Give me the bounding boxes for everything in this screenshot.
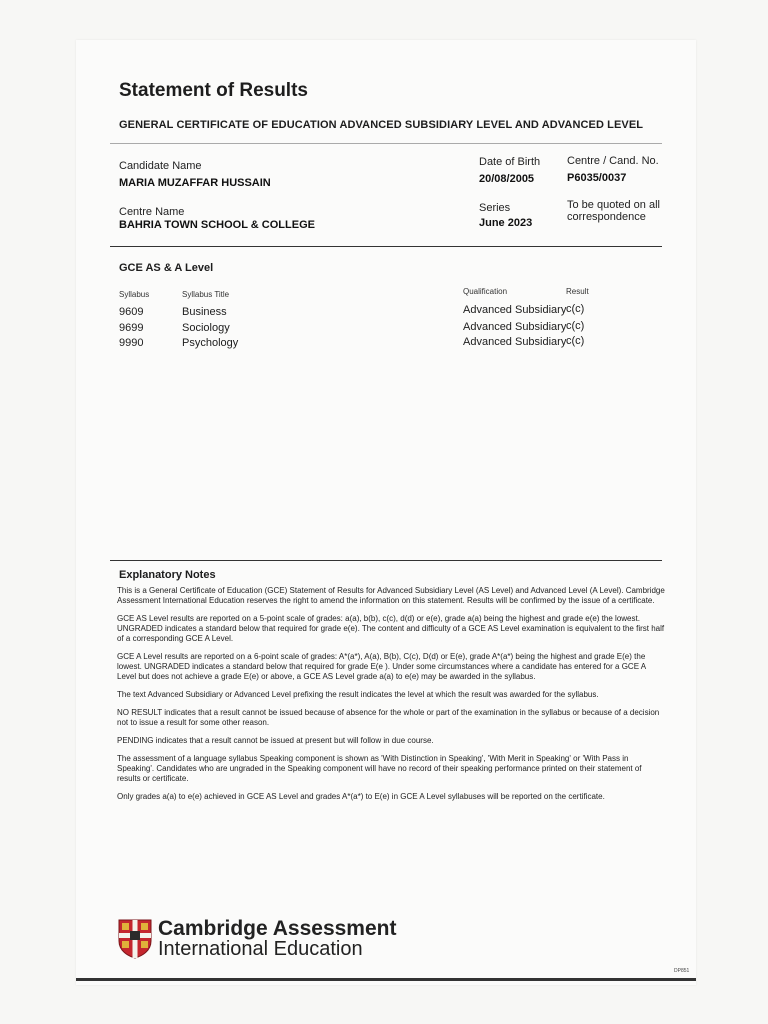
logo-line-1: Cambridge Assessment <box>158 917 397 940</box>
series-label: Series <box>479 202 511 214</box>
result-grade: c(c) <box>566 319 585 332</box>
centre-cand-value: P6035/0037 <box>567 172 627 184</box>
dob-label: Date of Birth <box>479 156 541 168</box>
table-row <box>119 319 639 338</box>
results-table <box>119 303 639 353</box>
result-grade: c(c) <box>566 303 585 315</box>
explanatory-notes-title: Explanatory Notes <box>119 569 216 581</box>
logo-line-2: International Education <box>158 938 363 960</box>
cambridge-logo <box>118 918 396 960</box>
note-paragraph: PENDING indicates that a result cannot be issued at present but will follow in due course. <box>117 736 434 745</box>
page-subtitle: GENERAL CERTIFICATE OF EDUCATION ADVANCED SUBSIDIARY LEVEL AND ADVANCED LEVEL <box>119 119 644 131</box>
syllabus-code: 9699 <box>119 321 144 334</box>
col-header-result: Result <box>566 287 589 296</box>
table-row <box>119 303 639 322</box>
cambridge-crest-icon <box>118 919 152 959</box>
table-row <box>119 337 639 353</box>
note-paragraph: NO RESULT indicates that a result cannot be issued because of absence for the whole or part of the examination in the syllabus or because of a decision not to issue a result for some other reason. <box>117 708 660 727</box>
result-grade: c(c) <box>566 335 585 347</box>
col-header-syllabus: Syllabus <box>119 290 150 299</box>
divider-top <box>110 143 662 144</box>
candidate-name: MARIA MUZAFFAR HUSSAIN <box>119 177 271 189</box>
results-section-title: GCE AS & A Level <box>119 262 214 274</box>
syllabus-title: Sociology <box>182 321 230 334</box>
note-paragraph: Only grades a(a) to e(e) achieved in GCE AS Level and grades A*(a*) to E(e) in GCE A Level syllabuses will be reported on the certificate. <box>117 792 605 801</box>
centre-cand-label: Centre / Cand. No. <box>567 155 659 167</box>
form-code: DP851 <box>674 968 690 974</box>
syllabus-code: 9609 <box>119 306 144 318</box>
centre-name-label: Centre Name <box>119 206 185 218</box>
qualification: Advanced Subsidiary <box>463 320 567 333</box>
note-paragraph: This is a General Certificate of Education (GCE) Statement of Results for Advanced Subsidiary Level (AS Level) and Advanced Level (A Level). Cambridge Assessment International Education reserves the right to amend the information on this statement. Results will be confirmed by the issue of a certificate. <box>117 586 665 605</box>
page-title: Statement of Results <box>119 80 308 101</box>
col-header-title: Syllabus Title <box>182 290 230 299</box>
divider-notes <box>110 560 662 561</box>
note-paragraph: GCE A Level results are reported on a 6-point scale of grades: A*(a*), A(a), B(b), C(c), D(d) or E(e), grade A*(a*) being the highest and grade E(e) the lowest. UNGRADED indicates a standard below that required for grade E(e ). Under some circumstances where a candidate has entered for a GCE A Level but does not achieve a grade E(e) or above, a GCE AS Level grade a(a) to e(e) may be awarded in the syllabus. <box>117 652 646 681</box>
qualification: Advanced Subsidiary <box>463 304 567 316</box>
candidate-name-label: Candidate Name <box>119 160 202 172</box>
dob-value: 20/08/2005 <box>479 173 535 185</box>
centre-name: BAHRIA TOWN SCHOOL & COLLEGE <box>119 219 315 231</box>
note-paragraph: The text Advanced Subsidiary or Advanced Level prefixing the result indicates the level at which the result was awarded for the syllabus. <box>117 690 599 699</box>
series-value: June 2023 <box>479 217 533 229</box>
footer-rule <box>76 978 696 981</box>
syllabus-title: Business <box>182 306 227 318</box>
note-paragraph: The assessment of a language syllabus Speaking component is shown as 'With Distinction in Speaking', 'With Merit in Speaking' or 'With Pass in Speaking'. Candidates who are ungraded in the Speaking component will have no record of their speaking performance printed on their statement of results or certificate. <box>117 754 642 783</box>
qualification: Advanced Subsidiary <box>463 336 567 348</box>
explanatory-notes <box>117 586 665 810</box>
syllabus-code: 9990 <box>119 337 144 349</box>
divider-results <box>110 246 662 247</box>
note-paragraph: GCE AS Level results are reported on a 5-point scale of grades: a(a), b(b), c(c), d(d) or e(e), grade a(a) being the highest and grade e(e) the lowest. UNGRADED indicates a standard below that required for grade e(e). The content and difficulty of a GCE AS Level examination is equivalent to the first half of a corresponding GCE A Level. <box>117 614 665 643</box>
quote-note: To be quoted on all correspondence <box>567 199 660 223</box>
syllabus-title: Psychology <box>182 337 239 349</box>
col-header-qualification: Qualification <box>463 287 508 296</box>
